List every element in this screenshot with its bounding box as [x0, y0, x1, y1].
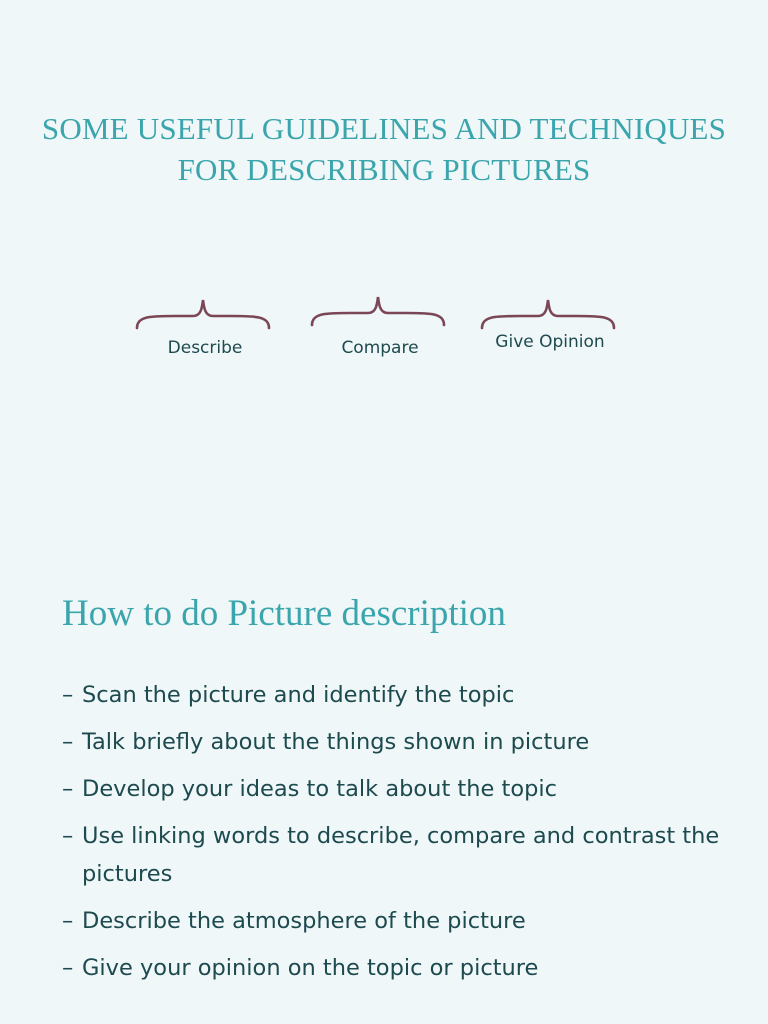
dash-bullet-icon: –	[62, 908, 74, 934]
dash-bullet-icon: –	[62, 776, 74, 802]
brace-label-compare: Compare	[341, 338, 419, 358]
list-item-text: Develop your ideas to talk about the topic	[82, 776, 557, 802]
brace-label-describe: Describe	[167, 338, 243, 358]
list-item	[62, 676, 732, 714]
dash-bullet-icon: –	[62, 729, 74, 755]
curly-brace-icon	[310, 291, 450, 329]
list-item-text: Use linking words to describe, compare and contrast the pictures	[82, 823, 720, 887]
brace-group-compare	[310, 291, 450, 361]
list-item	[62, 723, 732, 761]
curly-brace-icon	[480, 294, 620, 332]
list-item-text: Scan the picture and identify the topic	[82, 682, 515, 708]
list-item-text: Talk briefly about the things shown in picture	[82, 729, 590, 755]
brace-group-describe	[135, 294, 275, 364]
page-title: SOME USEFUL GUIDELINES AND TECHNIQUES FOR DESCRIBING PICTURES	[41, 111, 727, 187]
brace-label-give-opinion: Give Opinion	[495, 332, 605, 352]
list-item-text: Describe the atmosphere of the picture	[82, 908, 526, 934]
list-item	[62, 949, 732, 987]
curly-brace-icon	[135, 294, 275, 332]
list-item	[62, 817, 732, 893]
list-item-text: Give your opinion on the topic or picture	[82, 955, 539, 981]
bullet-list	[62, 676, 732, 996]
section-title: How to do Picture description	[62, 593, 506, 634]
dash-bullet-icon: –	[62, 682, 74, 708]
list-item	[62, 770, 732, 808]
dash-bullet-icon: –	[62, 823, 74, 849]
list-item	[62, 902, 732, 940]
dash-bullet-icon: –	[62, 955, 74, 981]
brace-group-give-opinion	[480, 294, 620, 364]
